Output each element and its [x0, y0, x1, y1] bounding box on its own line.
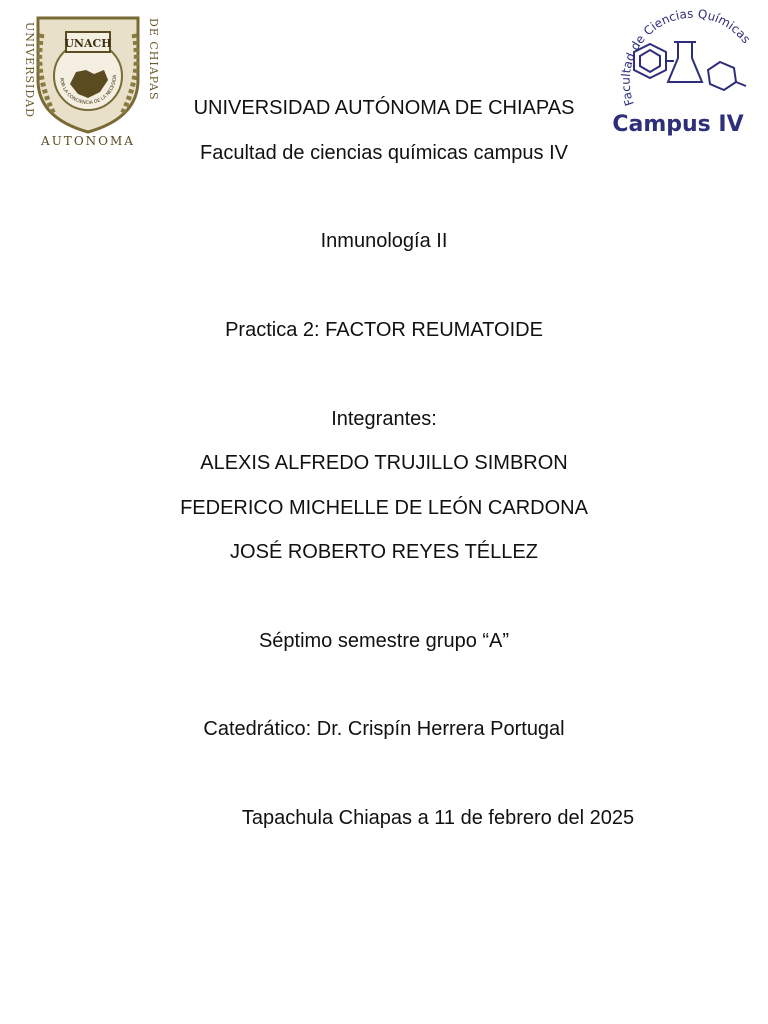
members-label: Integrantes:	[331, 408, 437, 430]
svg-text:Campus IV: Campus IV	[612, 112, 744, 137]
practice-title: Practica 2: FACTOR REUMATOIDE	[225, 319, 543, 341]
semester-group: Séptimo semestre grupo “A”	[258, 630, 510, 652]
svg-text:POR LA CONCIENCIA DE LA NECESI: POR LA CONCIENCIA DE LA NECESIDA	[58, 74, 119, 107]
svg-text:UNIVERSIDAD: UNIVERSIDAD	[23, 22, 36, 118]
place-date: Tapachula Chiapas a 11 de febrero del 2025	[241, 807, 635, 829]
member-name: ALEXIS ALFREDO TRUJILLO SIMBRON	[200, 452, 568, 474]
svg-text:UNACH: UNACH	[64, 37, 112, 50]
member-name: JOSÉ ROBERTO REYES TÉLLEZ	[230, 541, 538, 563]
member-name: FEDERICO MICHELLE DE LEÓN CARDONA	[180, 497, 588, 519]
faculty-name: Facultad de ciencias químicas campus IV	[200, 142, 568, 164]
svg-text:Facultad de Ciencias Químicas: Facultad de Ciencias Químicas	[618, 6, 754, 108]
svg-text:DE CHIAPAS: DE CHIAPAS	[147, 18, 160, 101]
unach-logo	[14, 14, 162, 148]
professor: Catedrático: Dr. Crispín Herrera Portugal	[203, 718, 565, 740]
university-name: UNIVERSIDAD AUTÓNOMA DE CHIAPAS	[193, 97, 575, 119]
course-name: Inmunología II	[320, 230, 448, 252]
svg-text:AUTONOMA: AUTONOMA	[41, 134, 135, 148]
